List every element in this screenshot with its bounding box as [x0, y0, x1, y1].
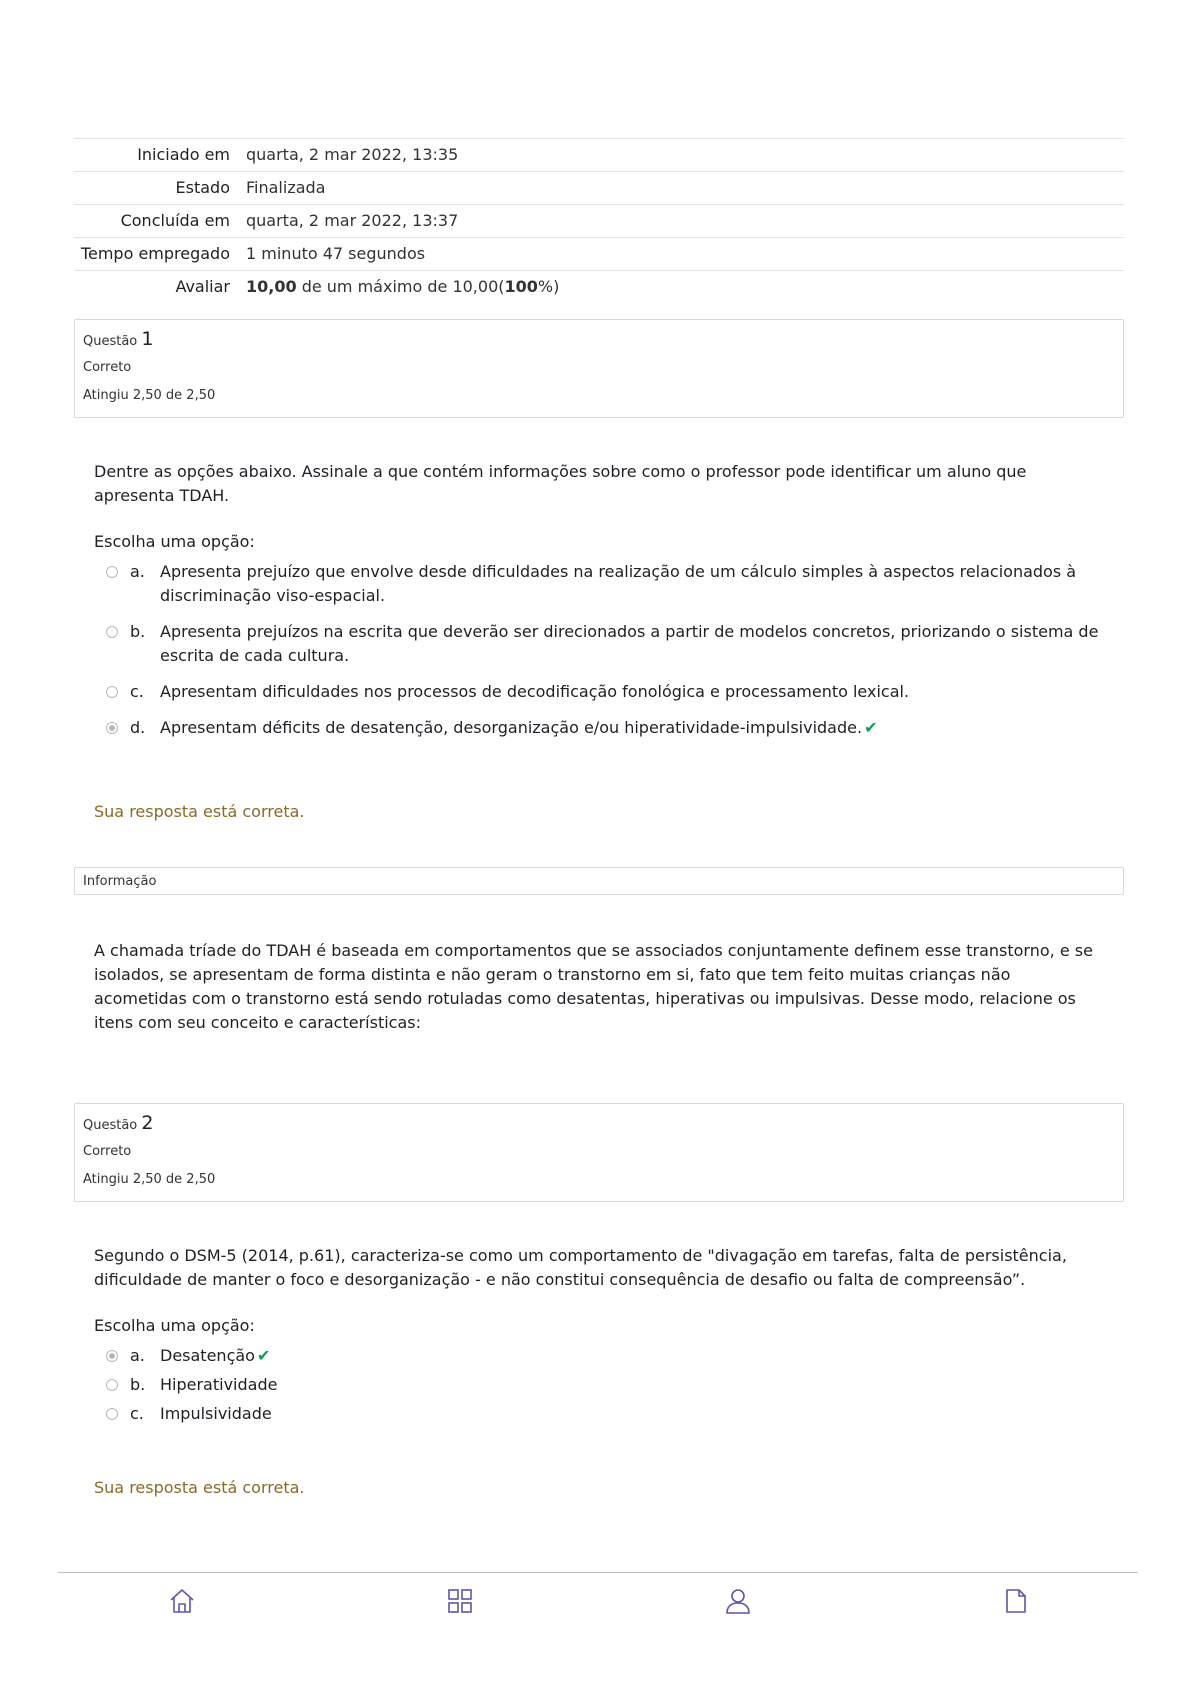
- check-icon: ✔: [864, 718, 878, 737]
- home-icon: [168, 1587, 196, 1615]
- question-1-info: [74, 319, 1124, 418]
- answer-option-c[interactable]: [94, 1402, 1104, 1426]
- radio-button[interactable]: [106, 1408, 118, 1420]
- answer-letter: a.: [130, 1346, 145, 1365]
- choose-prompt: Escolha uma opção:: [94, 532, 255, 551]
- grade-tail: %): [537, 277, 560, 296]
- question-grade: Atingiu 2,50 de 2,50: [83, 388, 216, 403]
- radio-button-selected[interactable]: [106, 722, 118, 734]
- question-number: [83, 1112, 1115, 1137]
- radio-button[interactable]: [106, 686, 118, 698]
- summary-row-time: [74, 238, 1124, 271]
- answer-list: [94, 1344, 1104, 1426]
- answer-text: Apresentam dificuldades nos processos de decodificação fonológica e processamento lexical.: [160, 682, 910, 701]
- summary-value: Finalizada: [246, 178, 326, 197]
- question-text: Segundo o DSM-5 (2014, p.61), caracteriza-se como um comportamento de "divagação em tarefas, falta de persistência, dificuldade de manter o foco e desorganização - e não constitui consequência de desafio ou falta de compreensão”.: [94, 1246, 1067, 1289]
- answer-text-wrap: [160, 716, 1104, 740]
- answer-text-wrap: [160, 1344, 1104, 1368]
- answer-text: Desatenção: [160, 1346, 255, 1365]
- summary-row-grade: [74, 271, 1124, 304]
- summary-label: Concluída em: [120, 211, 230, 230]
- question-state: Correto: [83, 360, 132, 375]
- info-label: Informação: [83, 874, 157, 889]
- answer-option-a[interactable]: [94, 560, 1104, 608]
- answer-letter: b.: [130, 1375, 146, 1394]
- summary-grade-value: [246, 271, 1124, 304]
- question-state: Correto: [83, 1144, 132, 1159]
- summary-label: Avaliar: [175, 277, 230, 296]
- answer-option-c[interactable]: [94, 680, 1104, 704]
- nav-profile-button[interactable]: [724, 1587, 752, 1615]
- answer-letter: b.: [130, 622, 146, 641]
- question-number: [83, 328, 1115, 353]
- question-number-value: 2: [141, 1112, 154, 1134]
- summary-label: Tempo empregado: [80, 244, 230, 263]
- answer-text: Hiperatividade: [160, 1375, 278, 1394]
- summary-value: quarta, 2 mar 2022, 13:35: [246, 145, 459, 164]
- info-header: [74, 867, 1124, 895]
- answer-text: Impulsividade: [160, 1404, 272, 1423]
- nav-files-button[interactable]: [1002, 1587, 1030, 1615]
- answer-option-b[interactable]: [94, 1373, 1104, 1397]
- bottom-navigation: [58, 1572, 1138, 1633]
- grade-middle: de um máximo de 10,00(: [296, 277, 505, 296]
- summary-row-completed: [74, 205, 1124, 238]
- answer-text: Apresenta prejuízos na escrita que deverão ser direcionados a partir de modelos concretos, priorizando o sistema de escrita de cada cultura.: [160, 622, 1099, 665]
- radio-button[interactable]: [106, 626, 118, 638]
- attempt-summary: [74, 138, 1124, 303]
- question-number-value: 1: [141, 328, 154, 350]
- question-text: Dentre as opções abaixo. Assinale a que contém informações sobre como o professor pode identificar um aluno que apresenta TDAH.: [94, 462, 1027, 505]
- summary-label: Iniciado em: [137, 145, 230, 164]
- nav-home-button[interactable]: [168, 1587, 196, 1615]
- summary-value: 1 minuto 47 segundos: [246, 244, 426, 263]
- question-label: Questão: [83, 334, 138, 349]
- question-2-feedback: Sua resposta está correta.: [94, 1478, 305, 1497]
- check-icon: ✔: [256, 1346, 271, 1365]
- choose-prompt: Escolha uma opção:: [94, 1316, 255, 1335]
- question-label: Questão: [83, 1118, 138, 1133]
- grade-score: 10,00: [246, 277, 297, 296]
- answer-text: Apresenta prejuízo que envolve desde dificuldades na realização de um cálculo simples à aspectos relacionados à discriminação viso-espacial.: [160, 562, 1077, 605]
- answer-option-b[interactable]: [94, 620, 1104, 668]
- grid-icon: [446, 1587, 474, 1615]
- answer-option-d[interactable]: [94, 716, 1104, 740]
- summary-row-started: [74, 139, 1124, 172]
- radio-button-selected[interactable]: [106, 1350, 118, 1362]
- user-icon: [724, 1587, 752, 1615]
- summary-value: quarta, 2 mar 2022, 13:37: [246, 211, 459, 230]
- answer-text: Apresentam déficits de desatenção, desorganização e/ou hiperatividade-impulsividade.: [160, 718, 863, 737]
- question-grade: Atingiu 2,50 de 2,50: [83, 1172, 216, 1187]
- grade-percent: 100: [504, 277, 538, 296]
- answer-letter: a.: [130, 562, 145, 581]
- question-2-content: [74, 1244, 1124, 1426]
- radio-button[interactable]: [106, 566, 118, 578]
- answer-letter: d.: [130, 718, 146, 737]
- answer-list: [94, 560, 1104, 740]
- radio-button[interactable]: [106, 1379, 118, 1391]
- question-1-content: [74, 460, 1124, 740]
- answer-letter: c.: [130, 682, 144, 701]
- answer-option-a[interactable]: [94, 1344, 1104, 1368]
- question-1-feedback: Sua resposta está correta.: [94, 802, 305, 821]
- file-icon: [1002, 1587, 1030, 1615]
- nav-dashboard-button[interactable]: [446, 1587, 474, 1615]
- info-text: A chamada tríade do TDAH é baseada em comportamentos que se associados conjuntamente definem esse transtorno, e se isolados, se apresentam de forma distinta e não geram o transtorno em si, fato que tem feito muitas crianças não acometidas com o transtorno está sendo rotuladas como desatentas, hiperativas ou impulsivas. Desse modo, relacione os itens com seu conceito e características:: [94, 941, 1093, 1032]
- answer-letter: c.: [130, 1404, 144, 1423]
- summary-label: Estado: [175, 178, 230, 197]
- question-2-info: [74, 1103, 1124, 1202]
- summary-row-state: [74, 172, 1124, 205]
- quiz-review-page: [74, 138, 1124, 1497]
